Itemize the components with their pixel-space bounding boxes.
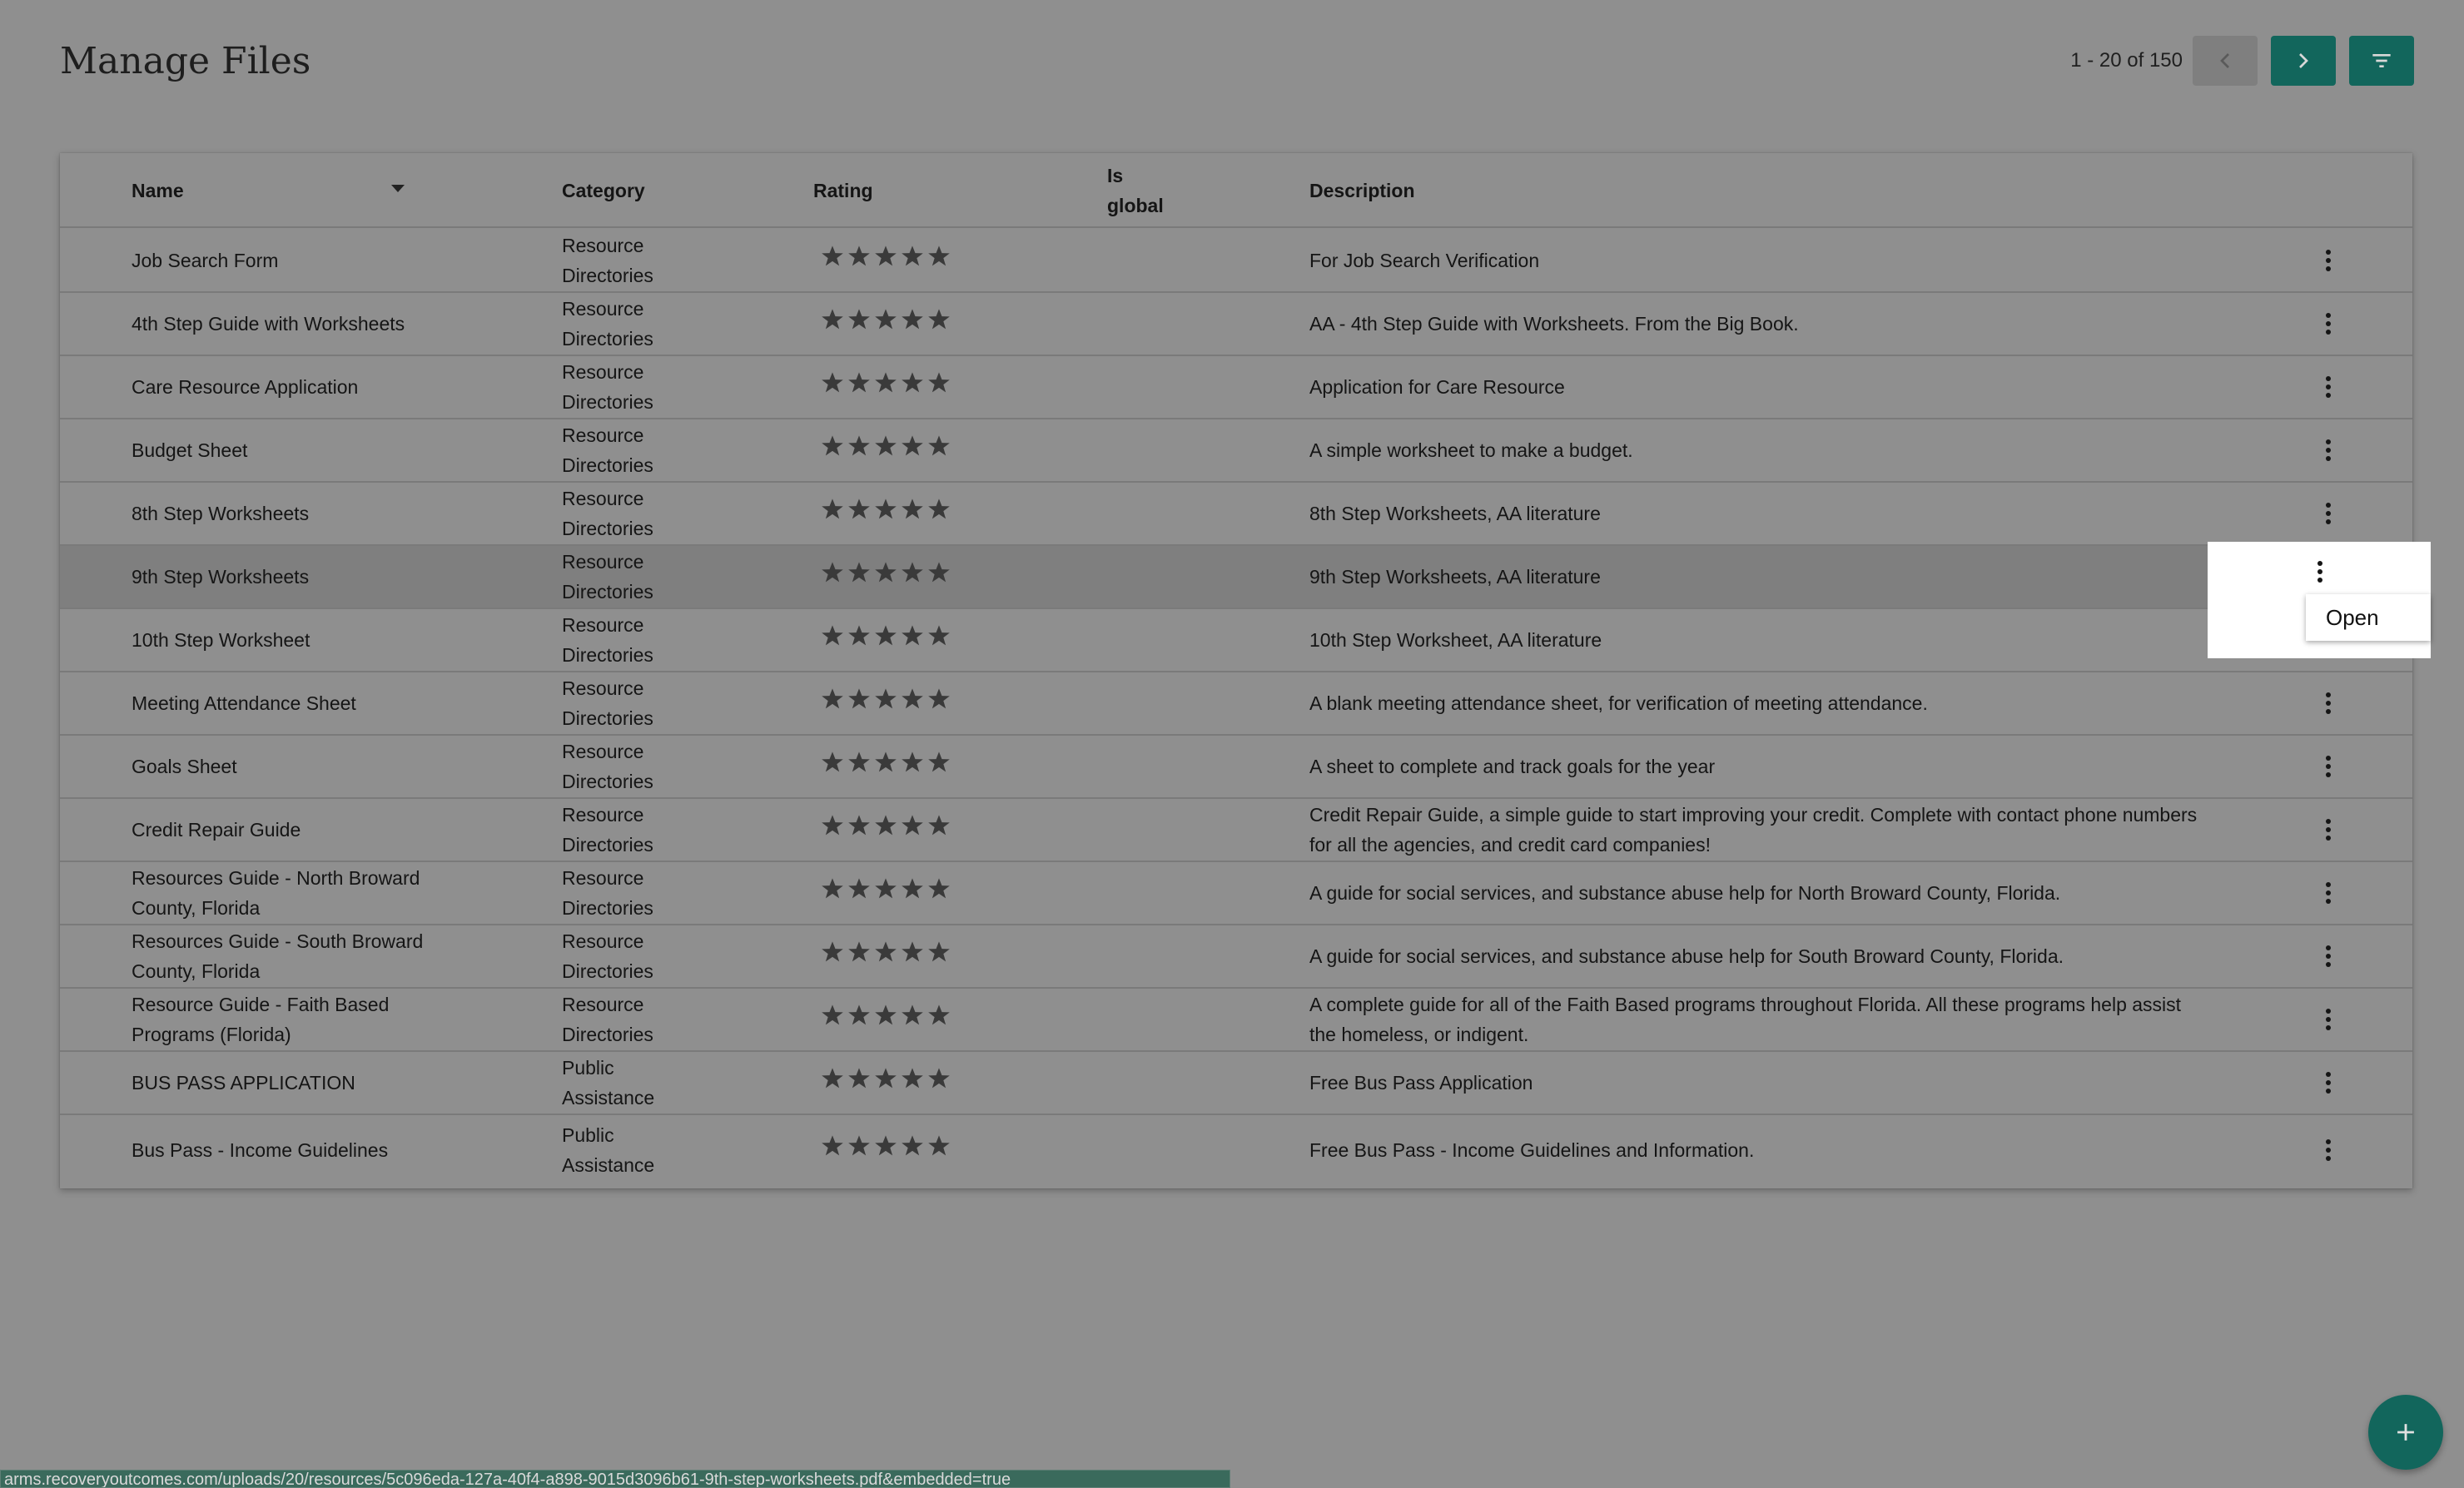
file-name: Bus Pass - Income Guidelines [132,1139,389,1161]
column-header-is-global-line2: global [1107,195,1164,216]
file-category-line1: Resource [562,424,644,446]
star-icon[interactable] [819,496,846,531]
file-description: AA - 4th Step Guide with Worksheets. From the Big Book. [1309,313,1799,335]
prev-page-button[interactable] [2193,36,2258,86]
table-row[interactable] [60,736,2412,799]
star-icon[interactable] [846,1002,872,1037]
star-icon[interactable] [819,559,846,594]
star-icon[interactable] [872,433,899,468]
table-row[interactable] [60,989,2412,1052]
file-category [562,925,753,987]
rating-stars[interactable] [819,546,952,608]
row-menu-button[interactable] [2308,989,2349,1050]
star-icon[interactable] [819,433,846,468]
row-menu-button[interactable] [2308,1052,2349,1114]
file-name: Credit Repair Guide [132,819,301,841]
table-row[interactable] [60,1052,2412,1115]
star-icon[interactable] [872,812,899,847]
sort-down-icon[interactable] [391,185,405,192]
star-icon[interactable] [846,875,872,910]
row-menu-button[interactable] [2308,483,2349,544]
star-icon[interactable] [872,306,899,341]
star-icon[interactable] [819,1133,846,1168]
files-table [60,153,2412,1188]
file-category-line1: Resource [562,930,644,952]
star-icon[interactable] [899,875,926,910]
file-description: 8th Step Worksheets, AA literature [1309,503,1601,524]
page-header [60,30,2414,92]
star-icon[interactable] [819,939,846,974]
star-icon[interactable] [819,1065,846,1100]
row-menu-button[interactable] [2308,356,2349,418]
file-category-line2: Assistance [562,1087,655,1109]
star-icon[interactable] [926,812,952,847]
file-name: Job Search Form [132,250,279,271]
file-category [562,989,753,1050]
rating-stars[interactable] [819,1052,952,1114]
star-icon[interactable] [819,306,846,341]
file-category [562,483,753,544]
pagination-range: 1 - 20 of 150 [2070,49,2183,72]
more-vertical-icon [2326,501,2331,526]
star-icon[interactable] [926,1065,952,1100]
file-category [562,799,753,861]
more-vertical-icon [2326,754,2331,779]
more-vertical-icon [2326,438,2331,463]
star-icon[interactable] [872,559,899,594]
star-icon[interactable] [872,1133,899,1168]
file-name: BUS PASS APPLICATION [132,1072,355,1094]
star-icon[interactable] [926,433,952,468]
file-category-line2: Directories [562,454,653,476]
row-menu-button[interactable] [2308,672,2349,734]
column-header-is-global-line1: Is [1107,165,1124,186]
file-category-line1: Resource [562,867,644,889]
star-icon[interactable] [872,370,899,404]
file-category-line2: Directories [562,960,653,982]
file-name: Resources Guide - North Broward County, Florida [132,867,420,919]
more-vertical-icon [2326,880,2331,905]
star-icon[interactable] [926,243,952,278]
more-vertical-icon [2326,248,2331,273]
star-icon[interactable] [872,496,899,531]
star-icon[interactable] [926,939,952,974]
file-category-line2: Directories [562,1024,653,1045]
file-description: A simple worksheet to make a budget. [1309,439,1633,461]
star-icon[interactable] [899,1002,926,1037]
star-icon[interactable] [846,559,872,594]
column-header-description[interactable]: Description [1309,179,1415,201]
filter-button[interactable] [2349,36,2414,86]
file-category-line1: Resource [562,235,644,256]
file-category [562,230,753,291]
status-bar-url: arms.recoveryoutcomes.com/uploads/20/resources/5c096eda-127a-40f4-a898-9015d3096b61-9th-step-worksheets.pdf&embedded=true [0,1470,1230,1488]
star-icon[interactable] [872,686,899,721]
star-icon[interactable] [899,1065,926,1100]
star-icon[interactable] [846,1133,872,1168]
star-icon[interactable] [819,749,846,784]
row-menu-button[interactable] [2308,419,2349,481]
star-icon[interactable] [899,243,926,278]
rating-stars[interactable] [819,356,952,418]
file-category-line1: Resource [562,994,644,1015]
file-category [562,609,753,671]
context-menu-open[interactable]: Open [2306,594,2431,641]
star-icon[interactable] [926,370,952,404]
file-category-line1: Resource [562,741,644,762]
row-menu-button[interactable] [2308,862,2349,924]
rating-stars[interactable] [819,799,952,861]
file-category-line1: Public [562,1124,614,1146]
star-icon[interactable] [872,1065,899,1100]
plus-icon [2392,1418,2420,1446]
star-icon[interactable] [899,1133,926,1168]
column-header-is-global[interactable] [1107,153,1164,228]
star-icon[interactable] [872,749,899,784]
file-category-line2: Directories [562,391,653,413]
star-icon[interactable] [846,306,872,341]
rating-stars[interactable] [819,1115,952,1185]
more-vertical-icon[interactable] [2317,559,2322,584]
file-description: A sheet to complete and track goals for the year [1309,756,1716,777]
star-icon[interactable] [819,370,846,404]
star-icon[interactable] [872,875,899,910]
star-icon[interactable] [926,1002,952,1037]
file-category [562,672,753,734]
column-header-name[interactable]: Name [132,179,184,201]
file-category [562,862,753,924]
pagination-controls [2070,36,2414,86]
file-description: A guide for social services, and substance abuse help for North Broward County, Florida. [1309,882,2061,904]
file-description: A blank meeting attendance sheet, for verification of meeting attendance. [1309,692,1928,714]
star-icon[interactable] [926,559,952,594]
star-icon[interactable] [846,812,872,847]
rating-stars[interactable] [819,989,952,1050]
file-description: For Job Search Verification [1309,250,1540,271]
table-row[interactable] [60,1115,2412,1185]
table-row[interactable] [60,672,2412,736]
table-row[interactable] [60,862,2412,925]
star-icon[interactable] [899,812,926,847]
file-category-line1: Resource [562,298,644,320]
star-icon[interactable] [926,749,952,784]
star-icon[interactable] [872,622,899,657]
next-page-button[interactable] [2271,36,2336,86]
table-row[interactable] [60,925,2412,989]
more-vertical-icon [2326,817,2331,842]
file-name: Resource Guide - Faith Based Programs (Florida) [132,994,390,1045]
star-icon[interactable] [819,622,846,657]
file-description: Free Bus Pass - Income Guidelines and Information. [1309,1139,1755,1161]
file-category-line1: Public [562,1057,614,1079]
star-icon[interactable] [819,1002,846,1037]
rating-stars[interactable] [819,230,952,291]
file-category-line2: Directories [562,328,653,350]
star-icon[interactable] [819,243,846,278]
star-icon[interactable] [899,433,926,468]
star-icon[interactable] [926,622,952,657]
file-category-line2: Directories [562,265,653,286]
star-icon[interactable] [819,686,846,721]
star-icon[interactable] [899,686,926,721]
star-icon[interactable] [926,875,952,910]
file-category-line2: Directories [562,897,653,919]
file-description: A complete guide for all of the Faith Based programs throughout Florida. All these programs help assist the homeless, or indigent. [1309,994,2182,1045]
star-icon[interactable] [872,939,899,974]
star-icon[interactable] [846,622,872,657]
star-icon[interactable] [926,686,952,721]
file-category-line2: Directories [562,581,653,603]
file-category-line2: Directories [562,834,653,856]
add-file-button[interactable] [2368,1395,2443,1470]
star-icon[interactable] [846,939,872,974]
file-name: Care Resource Application [132,376,359,398]
table-row[interactable] [60,356,2412,419]
star-icon[interactable] [846,370,872,404]
file-category [562,1115,753,1185]
file-category-line2: Directories [562,707,653,729]
file-category-line1: Resource [562,488,644,509]
more-vertical-icon [2326,691,2331,716]
more-vertical-icon [2326,1070,2331,1095]
file-description: Credit Repair Guide, a simple guide to start improving your credit. Complete with contact phone numbers for all the agencies, and credit card companies! [1309,804,2198,856]
star-icon[interactable] [846,433,872,468]
file-category-line1: Resource [562,614,644,636]
file-category-line1: Resource [562,361,644,383]
file-category [562,356,753,418]
star-icon[interactable] [899,370,926,404]
file-category [562,546,753,608]
rating-stars[interactable] [819,672,952,734]
file-category [562,293,753,355]
column-header-category[interactable]: Category [562,179,645,201]
file-description: 9th Step Worksheets, AA literature [1309,566,1601,588]
row-menu-button[interactable] [2308,925,2349,987]
star-icon[interactable] [926,306,952,341]
star-icon[interactable] [846,496,872,531]
star-icon[interactable] [899,306,926,341]
star-icon[interactable] [899,559,926,594]
star-icon[interactable] [846,686,872,721]
file-category-line1: Resource [562,551,644,573]
more-vertical-icon [2326,374,2331,399]
file-name: 4th Step Guide with Worksheets [132,313,405,335]
more-vertical-icon [2326,944,2331,969]
rating-stars[interactable] [819,293,952,355]
rating-stars[interactable] [819,862,952,924]
file-category-line1: Resource [562,677,644,699]
star-icon[interactable] [819,875,846,910]
more-vertical-icon [2326,311,2331,336]
rating-stars[interactable] [819,483,952,544]
file-name: 8th Step Worksheets [132,503,310,524]
file-category [562,419,753,481]
star-icon[interactable] [926,496,952,531]
file-category-line2: Directories [562,644,653,666]
star-icon[interactable] [926,1133,952,1168]
file-category-line2: Directories [562,771,653,792]
star-icon[interactable] [846,1065,872,1100]
file-name: Budget Sheet [132,439,248,461]
star-icon[interactable] [872,243,899,278]
star-icon[interactable] [846,749,872,784]
filter-icon [2368,47,2395,74]
file-name: 9th Step Worksheets [132,566,310,588]
file-description: Free Bus Pass Application [1309,1072,1533,1094]
file-category [562,736,753,797]
star-icon[interactable] [899,622,926,657]
table-row[interactable] [60,419,2412,483]
table-row[interactable] [60,230,2412,293]
row-menu-button[interactable] [2308,799,2349,861]
chevron-right-icon [2290,47,2317,74]
star-icon[interactable] [899,939,926,974]
file-description: Application for Care Resource [1309,376,1565,398]
star-icon[interactable] [846,243,872,278]
table-row[interactable] [60,546,2412,609]
rating-stars[interactable] [819,419,952,481]
table-header [60,153,2412,228]
more-vertical-icon [2326,1138,2331,1163]
table-row[interactable] [60,483,2412,546]
file-name: Resources Guide - South Broward County, Florida [132,930,424,982]
table-row[interactable] [60,799,2412,862]
rating-stars[interactable] [819,925,952,987]
row-menu-button[interactable] [2308,293,2349,355]
file-name: Goals Sheet [132,756,237,777]
column-header-rating[interactable]: Rating [813,179,873,201]
row-menu-button[interactable] [2308,1115,2349,1185]
file-category-line2: Assistance [562,1154,655,1176]
file-category [562,1052,753,1114]
page-title: Manage Files [60,39,311,82]
row-menu-button[interactable] [2308,736,2349,797]
chevron-left-icon [2212,47,2238,74]
file-description: A guide for social services, and substance abuse help for South Broward County, Florida. [1309,945,2064,967]
rating-stars[interactable] [819,736,952,797]
row-menu-button[interactable] [2308,230,2349,291]
table-row[interactable] [60,609,2412,672]
file-name: 10th Step Worksheet [132,629,310,651]
file-category-line1: Resource [562,804,644,826]
table-row[interactable] [60,293,2412,356]
rating-stars[interactable] [819,609,952,671]
file-description: 10th Step Worksheet, AA literature [1309,629,1602,651]
star-icon[interactable] [899,496,926,531]
star-icon[interactable] [899,749,926,784]
file-name: Meeting Attendance Sheet [132,692,356,714]
star-icon[interactable] [819,812,846,847]
more-vertical-icon [2326,1007,2331,1032]
star-icon[interactable] [872,1002,899,1037]
file-category-line2: Directories [562,518,653,539]
